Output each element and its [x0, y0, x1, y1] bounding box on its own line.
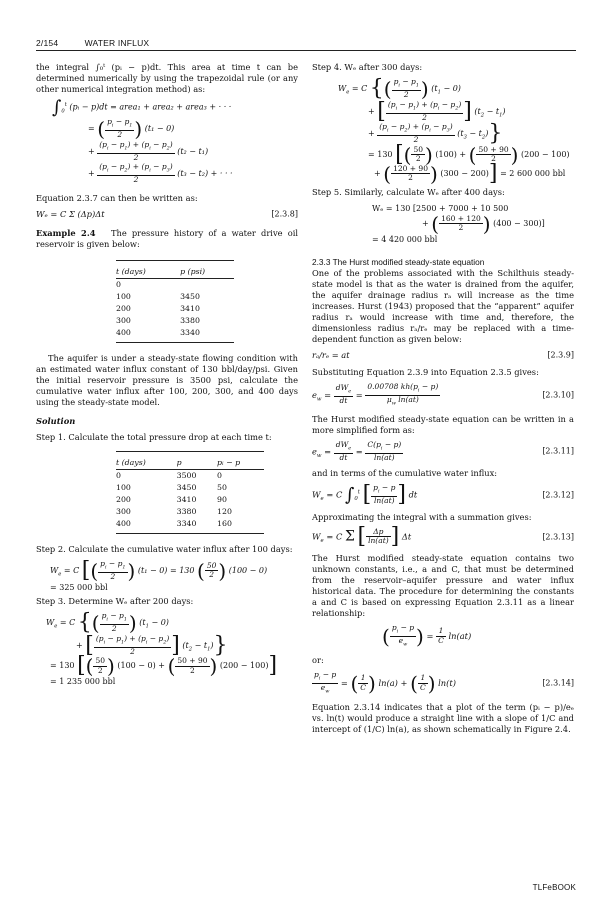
eq-number: [2.3.8] [271, 209, 298, 219]
example-label: Example 2.4 [36, 227, 96, 238]
eq-step-4a: $W_e = C$ {( $\frac{p_i - p_1}{2}$ ) $(t_1 - 0)$ [338, 75, 461, 101]
para-substituting: Substituting Equation 2.3.9 into Equation 2.3.5 gives: [312, 366, 539, 377]
section-heading: 2.3.3 The Hurst modified steady-state equation [312, 256, 485, 267]
eq-2-3-10: $e_w$ = $\frac{dW_e}{dt}$ = $\frac{0.00708 kh(p_i - p)}{\mu_w \ln(at)}$ [2.3.10] [312, 381, 574, 406]
table-row: 100 3450 [116, 291, 200, 301]
table-row: 400 3340 160 [116, 518, 232, 528]
table-row: 300 3380 [116, 315, 200, 325]
result-step-2: = 325 000 bbl [50, 583, 108, 593]
table-header: p [177, 457, 217, 470]
para-aquifer-problem: The aquifer is under a steady-state flowing condition with an estimated water influx constant of 130 bbl/day/psi. Given the initial reservoir pressure is 3500 psi, calculate the cumulative water influx after 100, 200, 300, and 400 days using the steady-state model. [36, 352, 298, 407]
eq-step-4d: = 130 [( $\frac{50}{2}$ ) (100) + ( $\frac{50 + 90}{2}$ ) (200 − 100) [368, 141, 570, 167]
eq-step-4c: + $\frac{(p_i - p_2) + (p_i - p_3)}{2}$ $(t_3 - t_2)$} [368, 120, 503, 146]
eq-linear: ( $\frac{p_i - p}{e_w}$ ) = $\frac{1}{C}$ ln(at) [382, 622, 472, 649]
table-row: 200 3410 90 [116, 494, 227, 504]
para-plot: Equation 2.3.14 indicates that a plot of the term (pᵢ − p)/eₑ vs. ln(t) would produce a straight line with a slope of 1/C and intercept of (1/C) ln(a), as shown schematically in Figure 2.4. [312, 701, 574, 734]
step-1: Step 1. Calculate the total pressure drop at each time t: [36, 431, 272, 442]
eq-2-3-14: $\frac{p_i - p}{e_w}$ = ( $\frac{1}{C}$ ) ln(a) + ( $\frac{1}{C}$ ) ln(t) [2.3.14] [314, 669, 574, 696]
eq-number: [2.3.10] [542, 390, 574, 400]
result-step-5: = 4 420 000 bbl [372, 234, 438, 244]
step-3: Step 3. Determine Wₑ after 200 days: [36, 596, 194, 607]
header-rule [36, 50, 576, 51]
para-cumulative: and in terms of the cumulative water influx: [312, 468, 498, 478]
eq-number: [2.3.9] [547, 350, 574, 360]
table-header: p (psi) [180, 266, 234, 279]
eq-number: [2.3.13] [542, 532, 574, 542]
eq-2-3-9: rₐ/rₑ = at [2.3.9] [312, 349, 574, 360]
eq-step-4e: + ( $\frac{120 + 90}{2}$ ) (300 − 200)] = 2 600 000 bbl [374, 160, 566, 186]
eq-step-3c: = 130 [( $\frac{50}{2}$ ) (100 − 0) + ( $\frac{50 + 90}{2}$ ) (200 − 100)] [50, 653, 278, 679]
para-hurst-intro: One of the problems associated with the Schilthuis steady-state model is that as the water is drained from the aquifer, the aquifer drainage radius rₐ will increase as the time increases. Hurst (1943) proposed that the “apparent” aquifer radius rₐ would increase with time and, therefore, the dimensionless radius rₐ/rₑ may be replaced with a time-dependent function as given below: [312, 267, 574, 344]
eq-2-3-8: Wₑ = C Σ (Δp)Δt [2.3.8] [36, 208, 298, 219]
table-header: pᵢ − p [217, 457, 264, 470]
para-constants: The Hurst modified steady-state equation contains two unknown constants, i.e., a and C, that must be determined from the reservoir–aquifer pressure and water influx historical data. The procedure for determining the constants a and C is based on expressing Equation 2.3.11 as a linear relationship: [312, 552, 574, 618]
para-approx: Approximating the integral with a summation gives: [312, 511, 532, 522]
table-row: 200 3410 [116, 303, 200, 313]
footer-watermark: TLFeBOOK [532, 883, 576, 892]
eq-step-2: $W_e = C$ [( $\frac{p_i - p_1}{2}$ ) (t₁ − 0) = 130 ( $\frac{50}{2}$ ) (100 − 0) [50, 557, 268, 583]
eq-trap-1: = ( $\frac{p_i - p_1}{2}$ ) (t₁ − 0) [88, 117, 175, 141]
example-text: The pressure history of a water drive oil reservoir is given below: [36, 227, 298, 249]
table-header: t (days) [116, 266, 180, 279]
eq-step-3b: + [ $\frac{(p_i - p_1) + (p_i - p_2)}{2}$ ] $(t_2 - t_1)$} [76, 632, 228, 658]
result-step-3: = 1 235 000 bbl [50, 677, 116, 687]
step-4: Step 4. Wₑ after 300 days: [312, 62, 423, 72]
table-row: 100 3450 50 [116, 482, 227, 492]
eq-number: [2.3.14] [542, 678, 574, 688]
eq-number: [2.3.12] [542, 490, 574, 500]
eq-step-5b: + ( $\frac{160 + 120}{2}$ ) (400 − 300)] [422, 211, 545, 236]
table-row: 0 3500 0 [116, 470, 222, 480]
eq-trap-3: + $\frac{(p_i - p_2) + (p_i - p_3)}{2}$ (t₃ − t₂) + · · · [88, 162, 233, 185]
right-column [312, 62, 574, 740]
eq-area-sum: $\int_0^t$ (pᵢ − p)dt = area₁ + area₂ + area₃ + · · · [52, 97, 232, 119]
step-5: Step 5. Similarly, calculate Wₑ after 400 days: [312, 186, 505, 197]
example-2-4 [36, 228, 298, 250]
eq-2-3-11: $e_w$ = $\frac{dW_e}{dt}$ = $\frac{C(p_i - p)}{\ln(at)}$ [2.3.11] [312, 439, 574, 462]
pressure-history-table [116, 260, 234, 343]
table-header: t (days) [116, 457, 177, 470]
result-step-4: = 2 600 000 bbl [500, 168, 566, 178]
table-row: 0 [116, 279, 121, 289]
chapter-title: WATER INFLUX [84, 38, 150, 48]
left-column [36, 62, 298, 688]
table-row: 300 3380 120 [116, 506, 232, 516]
running-header [36, 38, 149, 48]
step-2: Step 2. Calculate the cumulative water influx after 100 days: [36, 543, 293, 554]
para-integral-intro: the integral ∫₀ᵗ (pᵢ − p)dt. This area at time t can be determined numerically by using the trapezoidal rule (or any other numerical integration method) as: [36, 62, 298, 94]
or-label: or: [312, 654, 324, 665]
page-number: 2/154 [36, 38, 59, 48]
eq-number: [2.3.11] [542, 446, 574, 456]
solution-label: Solution [36, 415, 76, 426]
eq-step-3a: $W_e = C$ {( $\frac{p_i - p_1}{2}$ ) $(t_1 - 0)$ [46, 610, 169, 635]
pressure-drop-table [116, 451, 264, 534]
para-eq-237: Equation 2.3.7 can then be written as: [36, 192, 198, 203]
eq-2-3-12: $W_e = C$ $\int_0^t$ [ $\frac{p_i - p}{\ln(at)}$ ] dt [2.3.12] [312, 481, 574, 507]
eq-step-5a: Wₑ = 130 [2500 + 7000 + 10 500 [372, 203, 509, 213]
eq-step-4b: + [ $\frac{(p_i - p_1) + (p_i - p_2)}{2}$ ] $(t_2 - t_1)$ [368, 98, 506, 124]
eq-2-3-13: $W_e = C$ Σ [ $\frac{\Delta p}{\ln(at)}$ ] Δt [2.3.13] [312, 523, 574, 549]
para-simplified: The Hurst modified steady-state equation can be written in a more simplified form as: [312, 413, 574, 435]
table-row: 400 3340 [116, 327, 200, 337]
eq-trap-2: + $\frac{(p_i - p_1) + (p_i - p_2)}{2}$ (t₂ − t₁) [88, 139, 209, 162]
